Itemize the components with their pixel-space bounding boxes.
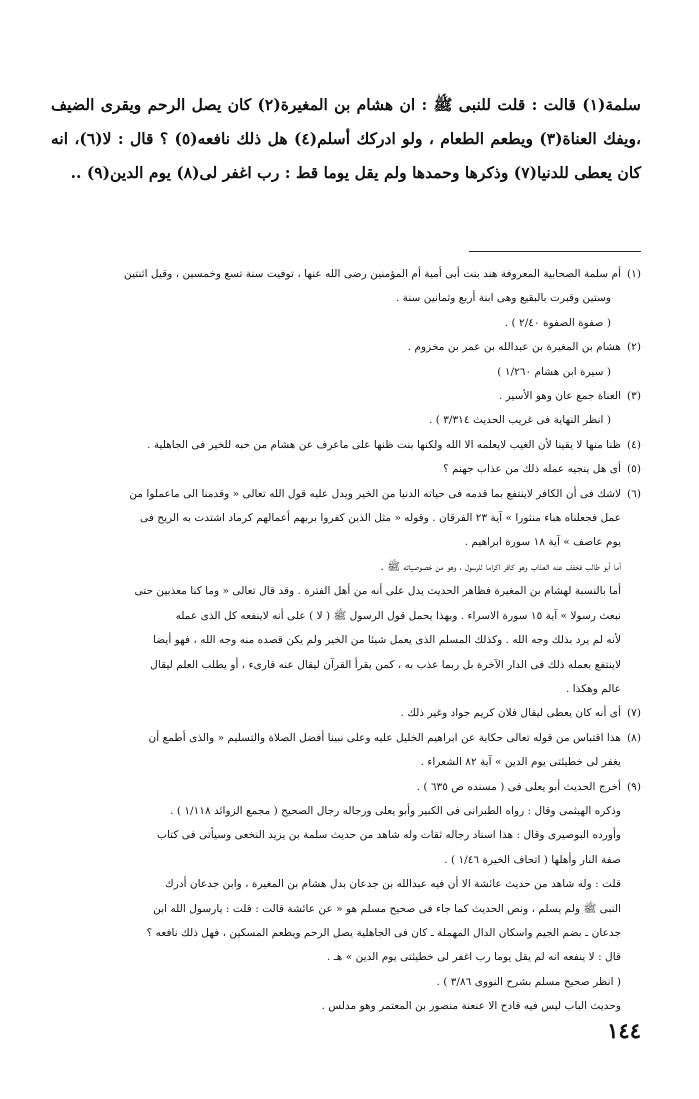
footnotes <box>51 262 641 1019</box>
footnote-line: عالم وهكذا . <box>566 682 622 695</box>
footnote-line: العناة جمع عان وهو الأسير . <box>498 390 622 403</box>
main-hadith-text: سلمة(١) قالت : قلت للنبى ﷺ : ان هشام بن المغيرة(٢) كان يصل الرحم ويقرى الضيف ،ويفك العناة(٣) ويطعم الطعام ، ولو ادركك أسلم(٤) هل ذلك نافعه(٥) ؟ قال : لا(٦)، انه كان يعطى للدنيا(٧) وذكرها وحمدها ولم يقل يوما قط : رب اغفر لى(٨) يوم الدين(٩) .. <box>51 95 642 182</box>
footnote-2 <box>51 335 641 384</box>
footnote-8 <box>51 726 641 775</box>
footnote-4 <box>51 433 641 457</box>
footnote-line: ظنا منها لا يقينا لأن الغيب لايعلمه الا الله ولكنها بنت ظنها على ماعرف عن هشام من حبه للخير فى الجاهلية . <box>147 438 622 451</box>
footnote-6 <box>51 482 641 702</box>
footnote-line: نبعث رسولا » آية ١٥ سورة الاسراء . وبهذا يحمل قول الرسول ﷺ ( لا ) على أنه لاينفعه كل الذى عمله <box>175 609 622 622</box>
footnote-line: جدعان ـ بضم الجيم واسكان الدال المهملة ـ كان فى الجاهلية يصل الرحم ويطعم المسكين ، فهل ذلك نافعه ؟ <box>146 926 622 939</box>
footnote-line: هذا اقتباس من قوله تعالى حكاية عن ابراهيم الخليل عليه وعلى نبينا أفضل الصلاة والتسليم « والذى أطمع أن <box>148 731 622 744</box>
footnote-line: أما أبو طالب فخفف عنه العذاب وهو كافر اكراما للرسول ، وهو من خصوصياته ﷺ . <box>380 560 622 573</box>
footnote-line: عمل فجعلناه هباء منثورا » آية ٢٣ الفرقان . وقوله « مثل الذين كفروا بربهم أعمالهم كرماد اشتدت به الريح فى <box>140 512 622 525</box>
page-number: ١٤٤ <box>607 1018 641 1043</box>
footnote-number: (٢) <box>627 341 641 354</box>
footnote-line: لأنه لم يرد بذلك وجه الله . وكذلك المسلم الذى يعمل شيئا من الخير ولم يكن قصده منه وجه الله ، فهو أيضا <box>153 634 622 647</box>
footnote-number: (٨) <box>627 731 641 744</box>
footnote-line: أم سلمة الصحابية المعروفة هند بنت أبى أمية أم المؤمنين رضى الله عنها ، توفيت سنة تسع وخمسين ، وقيل اثنتين <box>124 268 622 280</box>
footnote-line: أى أنه كان يعطى ليقال فلان كريم جواد وغير ذلك . <box>400 707 622 720</box>
footnote-line: قال : لا ينفعه انه لم يقل يوما رب اغفر لى خطيئتى يوم الدين » هـ . <box>326 951 622 964</box>
footnote-line: هشام بن المغيرة بن عبدالله بن عمر بن مخزوم . <box>407 341 622 354</box>
footnote-line: أما بالنسبة لهشام بن المغيرة فظاهر الحديث يدل على أنه من أهل الفترة . وقد قال تعالى « وما كنا معذبين حتى <box>134 585 622 598</box>
footnote-line: النبى ﷺ ولم يسلم ، ونص الحديث كما جاء فى صحيح مسلم هو « عن عائشة قالت : قلت : يارسول الله ابن <box>153 902 622 915</box>
footnote-number: (١) <box>627 268 641 280</box>
footnote-7 <box>51 701 641 725</box>
footnote-line: قلت : وله شاهد من حديث عائشة الا أن فيه عبدالله بن جدعان بدل هشام بن المغيرة ، وابن جدعان أدرك <box>165 878 622 891</box>
footnote-1 <box>51 262 641 335</box>
footnote-line: ( صفوة الصفوة ٢/٤٠ ) . <box>504 316 612 329</box>
footnote-number: (٦) <box>627 487 641 500</box>
footnote-line: ( انظر صحيح مسلم بشرح النووى ٣/٨٦ ) . <box>436 975 622 988</box>
footnote-line: ( انظر النهاية فى غريب الحديث ٣/٣١٤ ) . <box>428 414 612 427</box>
footnote-5 <box>51 457 641 481</box>
footnote-line: أى هل ينجيه عمله ذلك من عذاب جهنم ؟ <box>443 463 622 476</box>
footnote-line: صفة النار وأهلها ( اتحاف الخيرة ١/٤٦ ) . <box>444 853 622 866</box>
footnote-line: أخرج الحديث أبو يعلى فى ( مسنده ص ٦٣٥ ) . <box>416 780 622 793</box>
footnote-line: لاشك فى أن الكافر لاينتفع بما قدمه فى حياته الدنيا من الخير ويدل عليه قول الله تعالى « وقدمنا الى ماعملوا من <box>129 487 622 500</box>
footnote-line: وذكره الهيثمى وقال : رواه الطبرانى فى الكبير وأبو يعلى ورجاله رجال الصحيح ( مجمع الزوائد ١/١١٨ ) . <box>170 804 622 817</box>
footnote-number: (٩) <box>627 780 641 793</box>
footnote-line: يوم عاصف » آية ١٨ سورة ابراهيم . <box>464 536 622 549</box>
footnote-line: وستين وقبرت بالبقيع وهى ابنة أربع وثمانين سنة . <box>395 292 612 305</box>
footnote-3 <box>51 384 641 433</box>
footnote-line: لاينتفع بعمله ذلك فى الدار الآخرة بل ربما عذب به ، كمن يقرأ القرآن ليقال عنه قارىء ، أو يطلب العلم ليقال <box>150 658 622 671</box>
footnote-number: (٧) <box>627 707 641 720</box>
footnote-9 <box>51 775 641 1019</box>
footnote-number: (٥) <box>627 463 641 476</box>
footnote-line: يغفر لى خطيئتى يوم الدين » آية ٨٢ الشعراء . <box>420 756 622 769</box>
footnote-line: ( سيرة ابن هشام ١/٢٦٠ ) <box>497 365 612 378</box>
footnote-number: (٤) <box>627 438 641 451</box>
footnote-line: وحديث الباب ليس فيه قادح الا عنعنة منصور بن المعتمر وهو مدلس . <box>321 1000 622 1013</box>
footnote-line: وأورده البوصيرى وقال : هذا اسناد رجاله ثقات وله شاهد من حديث سلمة بن يزيد النخعى وسيأتى فى كتاب <box>156 829 622 842</box>
footnote-number: (٣) <box>627 390 641 403</box>
footnote-divider <box>469 251 641 252</box>
